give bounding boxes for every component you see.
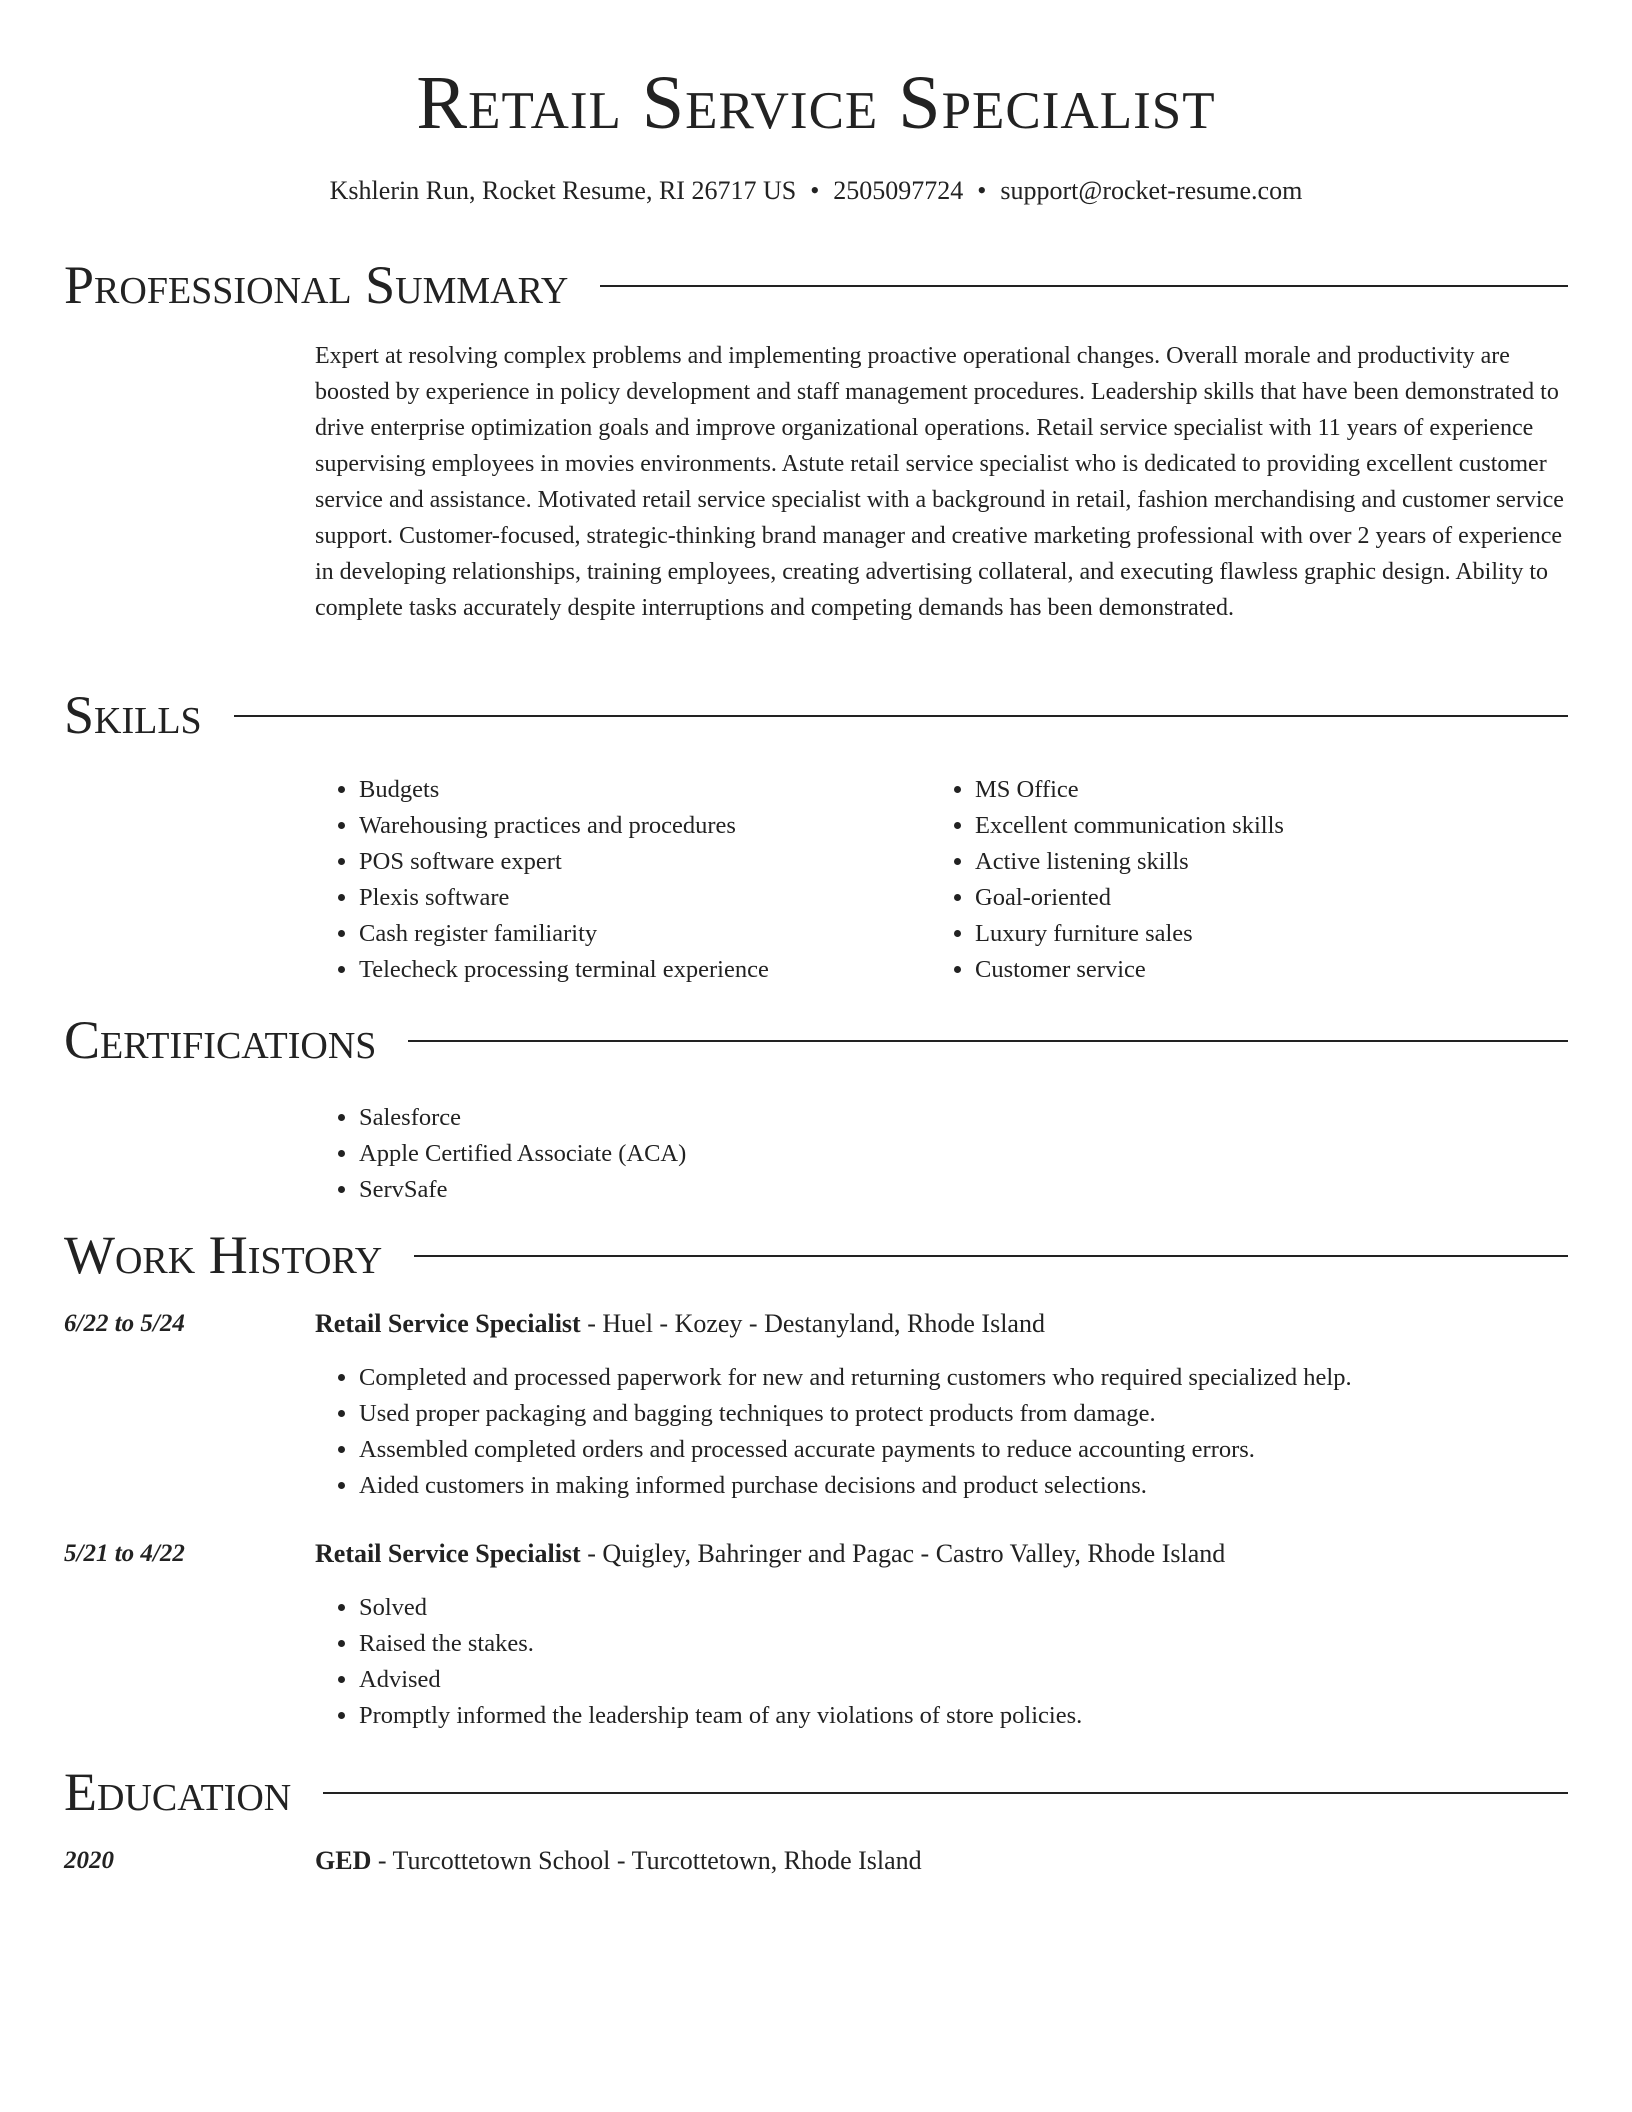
skill-item: • Excellent communication skills	[975, 808, 1571, 844]
resume-title: Retail Service Specialist	[416, 61, 1216, 145]
education-degree: GED	[315, 1846, 372, 1875]
summary-section-header	[64, 250, 1568, 320]
certification-item: • ServSafe	[359, 1172, 1315, 1208]
skills-heading: Skills	[64, 685, 202, 745]
job-bullet: • Assembled completed orders and processed accurate payments to reduce accounting errors.	[359, 1432, 1570, 1468]
education-section-header	[64, 1757, 1568, 1827]
certifications-heading: Certifications	[64, 1010, 377, 1070]
contact-separator: •	[977, 176, 987, 205]
job-bullets	[315, 1360, 1570, 1504]
education-year: 2020	[64, 1847, 114, 1874]
section-divider	[408, 1040, 1568, 1042]
job-details: - Quigley, Bahringer and Pagac - Castro Valley, Rhode Island	[580, 1539, 1226, 1568]
section-divider	[414, 1255, 1568, 1257]
education-heading: Education	[64, 1762, 292, 1822]
certifications-list	[315, 1100, 1315, 1208]
job-details: - Huel - Kozey - Destanyland, Rhode Island	[580, 1309, 1045, 1338]
education-line	[315, 1843, 1570, 1879]
section-divider	[600, 285, 1568, 287]
job-bullet: • Raised the stakes.	[359, 1626, 1570, 1662]
contact-separator: •	[810, 176, 820, 205]
skills-section-header	[64, 680, 1568, 750]
work-section-header	[64, 1220, 1568, 1290]
contact-phone: 2505097724	[833, 176, 964, 205]
job-title: Retail Service Specialist	[315, 1539, 581, 1568]
job-bullet: • Solved	[359, 1590, 1570, 1626]
job-bullet: • Used proper packaging and bagging techniques to protect products from damage.	[359, 1396, 1570, 1432]
education-details: - Turcottetown School - Turcottetown, Rhode Island	[371, 1846, 922, 1875]
job-bullets	[315, 1590, 1570, 1734]
contact-address: Kshlerin Run, Rocket Resume, RI 26717 US	[329, 176, 797, 205]
work-heading: Work History	[64, 1225, 383, 1285]
certification-item: • Apple Certified Associate (ACA)	[359, 1136, 1315, 1172]
certifications-section-header	[64, 1005, 1568, 1075]
section-divider	[234, 715, 1568, 717]
certification-item: • Salesforce	[359, 1100, 1315, 1136]
summary-heading: Professional Summary	[64, 255, 569, 315]
job-title: Retail Service Specialist	[315, 1309, 581, 1338]
skill-item: • Telecheck processing terminal experience	[359, 952, 915, 988]
section-divider	[323, 1792, 1568, 1794]
skill-item: • Budgets	[359, 772, 915, 808]
skill-item: • Warehousing practices and procedures	[359, 808, 915, 844]
job-dates: 5/21 to 4/22	[64, 1540, 185, 1567]
skill-item: • Cash register familiarity	[359, 916, 915, 952]
job-bullet: • Aided customers in making informed purchase decisions and product selections.	[359, 1468, 1570, 1504]
skill-item: • Active listening skills	[975, 844, 1571, 880]
skill-item: • MS Office	[975, 772, 1571, 808]
job-bullet: • Promptly informed the leadership team of any violations of store policies.	[359, 1698, 1570, 1734]
job-bullet: • Advised	[359, 1662, 1570, 1698]
job-dates: 6/22 to 5/24	[64, 1310, 185, 1337]
skill-item: • Customer service	[975, 952, 1571, 988]
skill-item: • Plexis software	[359, 880, 915, 916]
contact-email: support@rocket-resume.com	[1000, 176, 1303, 205]
job-title-line	[315, 1306, 1570, 1342]
skills-column-right	[931, 772, 1571, 988]
skill-item: • POS software expert	[359, 844, 915, 880]
skills-column-left	[315, 772, 915, 988]
job-title-line	[315, 1536, 1570, 1572]
summary-text: Expert at resolving complex problems and implementing proactive operational changes. Overall morale and productivity are boosted by experience in policy development and staff management procedures. Leadership skills that have been demonstrated to drive enterprise optimization goals and improve organizational operations. Retail service specialist with 11 years of experience supervising employees in movies environments. Astute retail service specialist who is dedicated to providing excellent customer service and assistance. Motivated retail service specialist with a background in retail, fashion merchandising and customer service support. Customer-focused, strategic-thinking brand manager and creative marketing professional with over 2 years of experience in developing relationships, training employees, creating advertising collateral, and executing flawless graphic design. Ability to complete tasks accurately despite interruptions and competing demands has been demonstrated.	[315, 343, 1564, 621]
skill-item: • Goal-oriented	[975, 880, 1571, 916]
skill-item: • Luxury furniture sales	[975, 916, 1571, 952]
contact-line	[0, 174, 1632, 208]
job-bullet: • Completed and processed paperwork for new and returning customers who required specialized help.	[359, 1360, 1570, 1396]
